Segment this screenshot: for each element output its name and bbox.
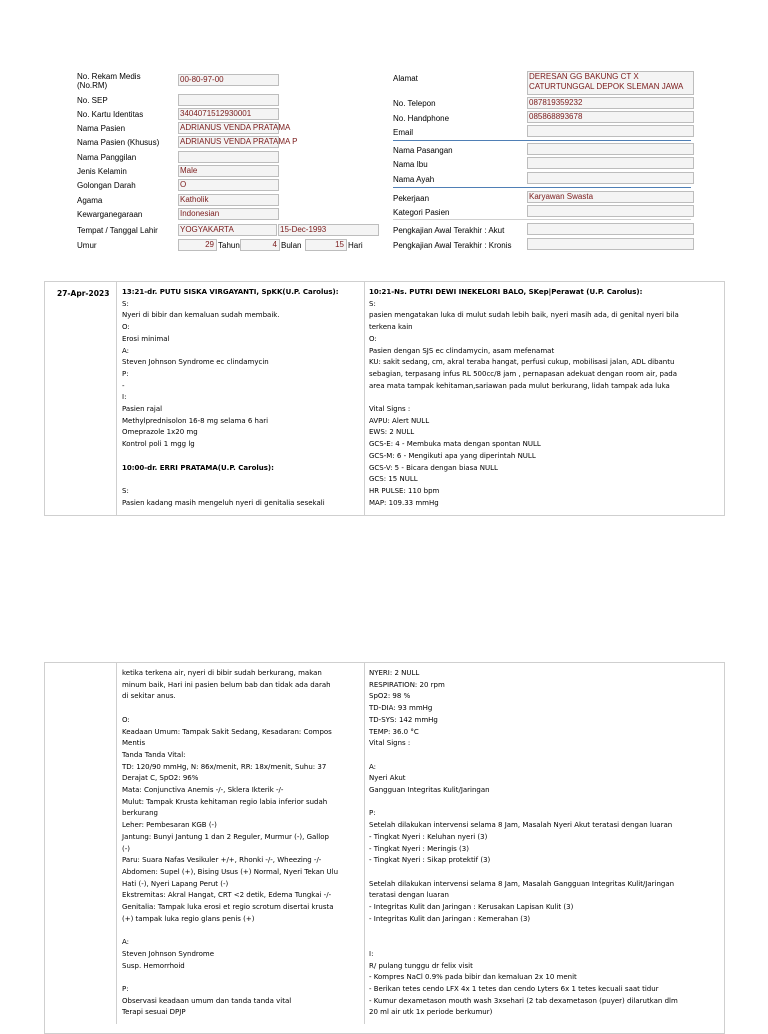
column-divider — [364, 662, 365, 1024]
note-line: berkurang — [122, 809, 158, 818]
spouse-field[interactable] — [527, 143, 694, 155]
column-divider — [364, 281, 365, 515]
note-line: Setelah dilakukan intervensi selama 8 Jam, Masalah Gangguan Integritas Kulit/Jaringan — [369, 879, 675, 888]
patient-field-label: No. SEP — [77, 96, 108, 105]
note-line: Mulut: Tampak Krusta kehitaman regio labia inferior sudah — [122, 797, 328, 806]
note-line: Leher: Pembesaran KGB (-) — [122, 821, 217, 830]
occupation-label: Pekerjaan — [393, 194, 430, 203]
note-line: (-) — [122, 844, 130, 853]
note-line: pasien mengatakan luka di mulut sudah lebih baik, nyeri masih ada, di genital nyeri bila — [369, 311, 679, 320]
note-line: Omeprazole 1x20 mg — [122, 428, 198, 437]
mother-label: Nama Ibu — [393, 160, 428, 169]
note-line: Tanda Tanda Vital: — [122, 750, 186, 759]
note-line — [369, 867, 719, 879]
note-line: GCS-E: 4 - Membuka mata dengan spontan NULL — [369, 440, 541, 449]
note-line — [369, 937, 719, 949]
father-field[interactable] — [527, 172, 694, 184]
note-line: Terapi sesuai DPJP — [122, 1008, 186, 1017]
note-line: minum baik, Hari ini pasien belum bab dan tidak ada darah — [122, 680, 331, 689]
nurse-notes-column — [369, 287, 719, 509]
patient-field-value[interactable]: O — [178, 179, 279, 191]
email-label: Email — [393, 128, 414, 137]
age-days-value: 15 — [335, 240, 344, 249]
note-line: Steven Johnson Syndrome — [122, 949, 215, 958]
note-line: S: — [369, 299, 376, 308]
note-line: O: — [122, 715, 130, 724]
note-line — [122, 972, 360, 984]
note-line: 20 ml air utk 1x periode berkumur) — [369, 1008, 493, 1017]
note-line: (+) tampak luka regio glans penis (+) — [122, 914, 255, 923]
note-line: - Integritas Kulit dan Jaringan : Kemerahan (3) — [369, 914, 531, 923]
note-line: Setelah dilakukan intervensi selama 8 Jam, Masalah Nyeri Akut teratasi dengan luaran — [369, 821, 673, 830]
note-line: TD-DIA: 93 mmHg — [369, 704, 433, 713]
note-line: Vital Signs : — [369, 739, 411, 748]
note-line: GCS-V: 5 - Bicara dengan biasa NULL — [369, 463, 498, 472]
note-line — [122, 451, 360, 463]
column-divider — [116, 662, 117, 1024]
note-line: EWS: 2 NULL — [369, 428, 415, 437]
patient-form — [0, 0, 768, 260]
patient-field-label: Kewarganegaraan — [77, 210, 143, 219]
note-line — [122, 703, 360, 715]
note-line: Hati (-), Nyeri Lapang Perut (-) — [122, 879, 229, 888]
note-line: P: — [122, 984, 129, 993]
note-line: Paru: Suara Nafas Vesikuler +/+, Rhonki -/-, Wheezing -/- — [122, 856, 322, 865]
patient-field-label: Nama Pasien — [77, 124, 126, 133]
age-years-field[interactable] — [178, 239, 217, 251]
note-line: I: — [369, 949, 374, 958]
note-line: Vital Signs : — [369, 405, 411, 414]
note-line — [122, 925, 360, 937]
patient-field-label: Nama Panggilan — [77, 153, 137, 162]
note-line — [369, 925, 719, 937]
patient-field-value[interactable] — [178, 94, 279, 106]
note-line: Derajat C, SpO2: 96% — [122, 774, 199, 783]
note-line: terkena kain — [369, 323, 413, 332]
note-line: O: — [122, 323, 130, 332]
email-field[interactable] — [527, 125, 694, 137]
nurse-notes-column — [369, 668, 719, 1019]
handphone-label: No. Handphone — [393, 114, 450, 123]
note-line: Gangguan Integritas Kulit/Jaringan — [369, 786, 490, 795]
assessment-acute-label: Pengkajian Awal Terakhir : Akut — [393, 226, 505, 235]
patient-field-value[interactable]: 3404071512930001 — [178, 108, 279, 120]
note-line: ketika terkena air, nyeri di bibir sudah berkurang, makan — [122, 669, 322, 677]
note-line: O: — [369, 334, 377, 343]
divider-line — [393, 140, 691, 141]
age-months-unit: Bulan — [281, 241, 302, 250]
phone-field[interactable]: 087819359232 — [527, 97, 694, 109]
birth-place-field[interactable]: YOGYAKARTA — [178, 224, 277, 236]
note-line: KU: sakit sedang, cm, akral teraba hangat, perfusi cukup, mobilisasi jalan, ADL dibantu — [369, 358, 675, 367]
age-years-value: 29 — [205, 240, 214, 249]
patient-field-label: Golongan Darah — [77, 181, 136, 190]
note-line: - Integritas Kulit dan Jaringan : Kerusakan Lapisan Kulit (3) — [369, 903, 574, 912]
address-label: Alamat — [393, 74, 418, 83]
patient-field-label: No. Rekam Medis (No.RM) — [77, 72, 141, 90]
patient-field-value[interactable] — [178, 151, 279, 163]
note-line: - Tingkat Nyeri : Meringis (3) — [369, 844, 469, 853]
note-line — [369, 797, 719, 809]
divider-line — [393, 187, 691, 188]
note-line: Methylprednisolon 16-8 mg selama 6 hari — [122, 416, 269, 425]
assessment-chronic-label: Pengkajian Awal Terakhir : Kronis — [393, 241, 512, 250]
note-line — [122, 474, 360, 486]
note-line: Ekstremitas: Akral Hangat, CRT <2 detik, Edema Tungkai -/- — [122, 891, 332, 900]
note-line: - — [122, 381, 125, 390]
assessment-chronic-field[interactable] — [527, 238, 694, 250]
note-line: Abdomen: Supel (+), Bising Usus (+) Normal, Nyeri Tekan Ulu — [122, 867, 339, 876]
note-line: di sekitar anus. — [122, 692, 176, 701]
note-line: 13:21-dr. PUTU SISKA VIRGAYANTI, SpKK(U.P. Carolus): — [122, 288, 339, 296]
note-line: Pasien kadang masih mengeluh nyeri di genitalia sesekali — [122, 498, 325, 507]
age-years-unit: Tahun — [218, 241, 240, 250]
handphone-field[interactable]: 085868893678 — [527, 111, 694, 123]
age-months-field[interactable] — [240, 239, 280, 251]
divider-line — [393, 219, 691, 220]
note-line: Mentis — [122, 739, 146, 748]
note-line: Genitalia: Tampak luka erosi et regio scrotum disertai krusta — [122, 903, 334, 912]
patient-field-value[interactable]: Katholik — [178, 194, 279, 206]
note-line: P: — [122, 369, 129, 378]
note-line: NYERI: 2 NULL — [369, 669, 420, 677]
note-line: area mata tampak kehitaman,sariawan pada mulut berkurang, lidah tampak ada luka — [369, 381, 670, 390]
age-days-field[interactable] — [305, 239, 347, 251]
phone-label: No. Telepon — [393, 99, 436, 108]
note-line: GCS: 15 NULL — [369, 475, 418, 484]
note-line: Kontrol poli 1 mgg lg — [122, 440, 195, 449]
patient-field-value[interactable]: ADRIANUS VENDA PRATAMA P — [180, 137, 298, 146]
note-line: SpO2: 98 % — [369, 692, 411, 701]
address-field[interactable]: DERESAN GG BAKUNG CT X CATURTUNGGAL DEPOK SLEMAN JAWA — [527, 71, 694, 95]
note-line: Mata: Conjunctiva Anemis -/-, Sklera Ikterik -/- — [122, 786, 284, 795]
note-line: TEMP: 36.0 °C — [369, 727, 419, 736]
note-line: TD-SYS: 142 mmHg — [369, 715, 438, 724]
note-line: Erosi minimal — [122, 334, 170, 343]
mother-field[interactable] — [527, 157, 694, 169]
note-line — [369, 750, 719, 762]
patient-field-value[interactable]: Male — [178, 165, 279, 177]
note-line: - Tingkat Nyeri : Keluhan nyeri (3) — [369, 832, 488, 841]
note-line: Nyeri Akut — [369, 774, 406, 783]
age-months-value: 4 — [272, 240, 277, 249]
birth-date-field[interactable]: 15-Dec-1993 — [278, 224, 379, 236]
note-line: teratasi dengan luaran — [369, 891, 449, 900]
note-line: S: — [122, 486, 129, 495]
category-field[interactable] — [527, 205, 694, 217]
patient-field-label: Jenis Kelamin — [77, 167, 127, 176]
patient-field-label: Agama — [77, 196, 103, 205]
note-line: sebagian, terpasang infus RL 500cc/8 jam , pernapasan adekuat dengan room air, pada — [369, 369, 677, 378]
father-label: Nama Ayah — [393, 175, 435, 184]
note-line: - Kumur dexametason mouth wash 3xsehari (2 tab dexametason (puyer) dilarutkan dlm — [369, 996, 678, 1005]
note-line: Susp. Hemorrhoid — [122, 961, 185, 970]
age-label: Umur — [77, 241, 97, 250]
patient-field-value[interactable]: 00-80-97-00 — [178, 74, 279, 86]
note-line: - Kompres NaCl 0.9% pada bibir dan kemaluan 2x 10 menit — [369, 973, 577, 982]
birth-label: Tempat / Tanggal Lahir — [77, 226, 158, 235]
note-date: 27-Apr-2023 — [57, 289, 110, 298]
note-line: Steven Johnson Syndrome ec clindamycin — [122, 358, 269, 367]
category-label: Kategori Pasien — [393, 208, 450, 217]
note-line: - Tingkat Nyeri : Sikap protektif (3) — [369, 856, 491, 865]
occupation-field[interactable]: Karyawan Swasta — [527, 191, 694, 203]
note-line: Observasi keadaan umum dan tanda tanda vital — [122, 996, 292, 1005]
note-line: Jantung: Bunyi Jantung 1 dan 2 Reguler, Murmur (-), Gallop — [122, 832, 329, 841]
patient-field-value[interactable]: ADRIANUS VENDA PRATAMA — [180, 123, 291, 132]
patient-field-value[interactable]: Indonesian — [178, 208, 279, 220]
note-line: R/ pulang tunggu dr felix visit — [369, 961, 473, 970]
note-line: GCS-M: 6 - Mengikuti apa yang diperintah NULL — [369, 451, 536, 460]
note-line: MAP: 109.33 mmHg — [369, 498, 439, 507]
note-line: Pasien rajal — [122, 405, 163, 414]
note-line — [369, 392, 719, 404]
note-line: A: — [122, 938, 130, 947]
assessment-acute-field[interactable] — [527, 223, 694, 235]
doctor-notes-column — [122, 287, 360, 509]
note-line: AVPU: Alert NULL — [369, 416, 430, 425]
note-line: A: — [369, 762, 377, 771]
note-line: - Berikan tetes cendo LFX 4x 1 tetes dan cendo Lyters 6x 1 tetes kecuali saat tidur — [369, 984, 659, 993]
note-line: Pasien dengan SJS ec clindamycin, asam mefenamat — [369, 346, 555, 355]
note-line: 10:21-Ns. PUTRI DEWI INEKELORI BALO, SKep|Perawat (U.P. Carolus): — [369, 288, 643, 296]
patient-field-label: Nama Pasien (Khusus) — [77, 138, 160, 147]
note-line: Keadaan Umum: Tampak Sakit Sedang, Kesadaran: Compos — [122, 727, 332, 736]
note-line: P: — [369, 809, 376, 818]
spouse-label: Nama Pasangan — [393, 146, 453, 155]
note-line: S: — [122, 299, 129, 308]
note-line: TD: 120/90 mmHg, N: 86x/menit, RR: 18x/menit, Suhu: 37 — [122, 762, 327, 771]
note-line: HR PULSE: 110 bpm — [369, 486, 440, 495]
column-divider — [116, 281, 117, 515]
patient-field-label: No. Kartu Identitas — [77, 110, 144, 119]
age-days-unit: Hari — [348, 241, 363, 250]
doctor-notes-column — [122, 668, 360, 1019]
note-line: 10:00-dr. ERRI PRATAMA(U.P. Carolus): — [122, 463, 274, 472]
note-line: Nyeri di bibir dan kemaluan sudah membaik. — [122, 311, 280, 320]
note-line: RESPIRATION: 20 rpm — [369, 680, 445, 689]
note-line: I: — [122, 393, 127, 402]
note-line: A: — [122, 346, 130, 355]
